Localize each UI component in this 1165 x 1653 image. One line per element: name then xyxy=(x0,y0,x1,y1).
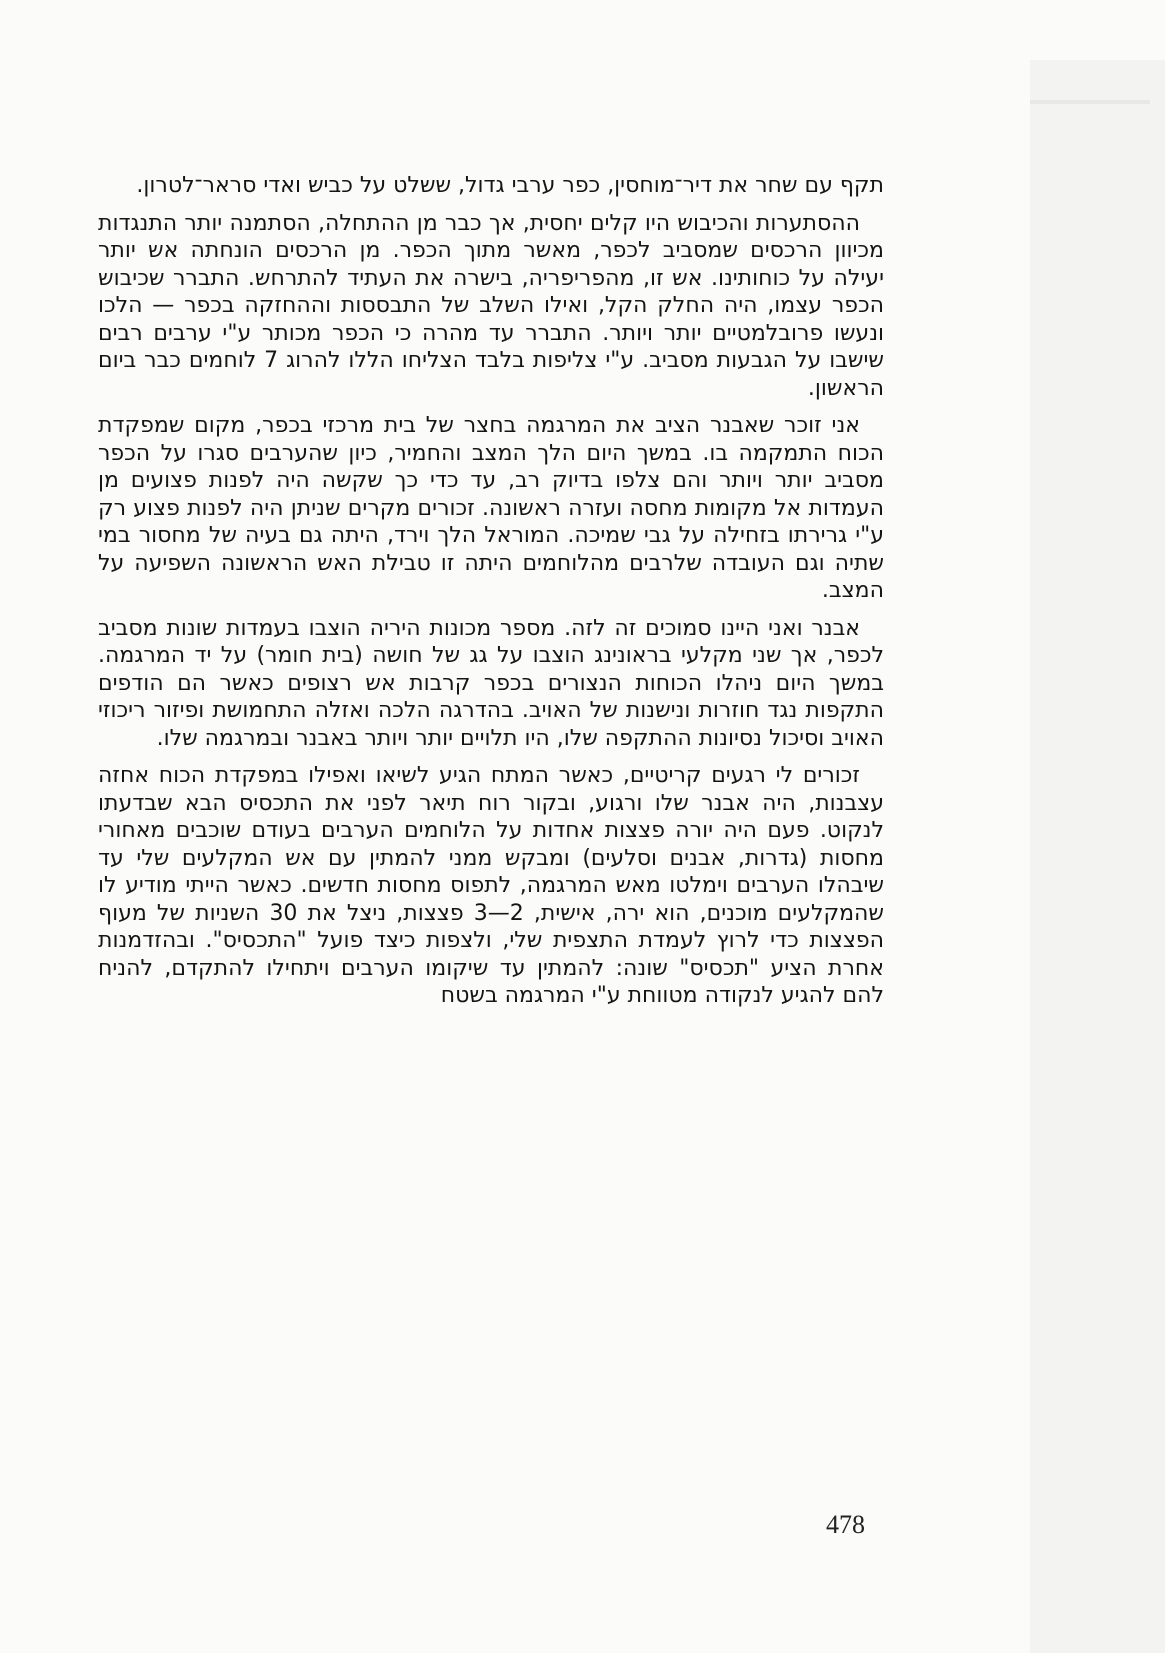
paragraph-2: ההסתערות והכיבוש היו קלים יחסית, אך כבר מן ההתחלה, הסתמנה יותר התנגדות מכיוון הרכסים שמסביב לכפר, מאשר מתוך הכפר. מן הרכסים הונחתה אש יותר יעילה על כוחותינו. אש זו, מהפריפריה, בישרה את העתיד להתרחש. התברר שכיבוש הכפר עצמו, היה החלק הקל, ואילו השלב של התבססות וההחזקה בכפר — הלכו ונעשו פרובלמטיים יותר ויותר. התברר עד מהרה כי הכפר מכותר ע"י ערבים רבים שישבו על הגבעות מסביב. ע"י צליפות בלבד הצליחו הללו להרוג 7 לוחמים כבר ביום הראשון. xyxy=(98,210,884,401)
page-number: 478 xyxy=(826,1510,865,1539)
paragraph-3: אני זוכר שאבנר הציב את המרגמה בחצר של בית מרכזי בכפר, מקום שמפקדת הכוח התמקמה בו. במשך היום הלך המצב והחמיר, כיון שהערבים סגרו על הכפר מסביב יותר ויותר והם צלפו בדיוק רב, עד כדי כך שקשה היה לפנות פצועים מן העמדות אל מקומות מחסה ועזרה ראשונה. זכורים מקרים שניתן היה לפנות פצוע רק ע"י גרירתו בזחילה על גבי שמיכה. המוראל הלך וירד, היתה גם בעיה של מחסור במי שתיה וגם העובדה שלרבים מהלוחמים היתה זו טבילת האש הראשונה השפיעה על המצב. xyxy=(98,413,884,603)
paragraph-5: זכורים לי רגעים קריטיים, כאשר המתח הגיע לשיאו ואפילו במפקדת הכוח אחזה עצבנות, היה אבנר שלו ורגוע, ובקור רוח תיאר לפני את התכסיס הבא שבדעתו לנקוט. פעם היה יורה פצצות אחדות על הלוחמים הערבים בעודם שוכבים מאחורי מחסות (גדרות, אבנים וסלעים) ומבקש ממני להמתין עם אש המקלעים שלי עד שיבהלו הערבים וימלטו מאש המרגמה, לתפוס מחסות חדשים. כאשר הייתי מודיע לו שהמקלעים מוכנים, הוא ירה, אישית, 2—3 פצצות, ניצל את 30 השניות של מעוף הפצצות כדי לרוץ לעמדת התצפית שלי, ולצפות כיצד פועל "התכסיס". ובהזדמנות אחרת הציע "תכסיס" שונה: להמתין עד שיקומו הערבים ויתחילו להתקדם, להניח להם להגיע לנקודה מטווחת ע"י המרגמה בשטח xyxy=(98,763,884,1008)
page-edge-shadow xyxy=(1030,60,1165,1653)
paragraph-1: תקף עם שחר את דיר־מוחסין, כפר ערבי גדול, ששלט על כביש ואדי סראר־לטרון. xyxy=(136,173,884,198)
paragraph-4: אבנר ואני היינו סמוכים זה לזה. מספר מכונות היריה הוצבו בעמדות שונות מסביב לכפר, אך שני מקלעי בראונינג הוצבו על גג של חושה (בית חומר) על יד המרגמה. במשך היום ניהלו הכוחות הנצורים בכפר קרבות אש רצופים כאשר הם הודפים התקפות נגד חוזרות ונישנות של האויב. בהדרגה הלכה ואזלה התחמושת ופיזור ריכוזי האויב וסיכול נסיונות ההתקפה שלו, היו תלויים יותר ויותר באבנר ובמרגמה שלו. xyxy=(98,615,884,751)
body-text xyxy=(98,172,884,1020)
page-edge-line xyxy=(1030,100,1150,104)
